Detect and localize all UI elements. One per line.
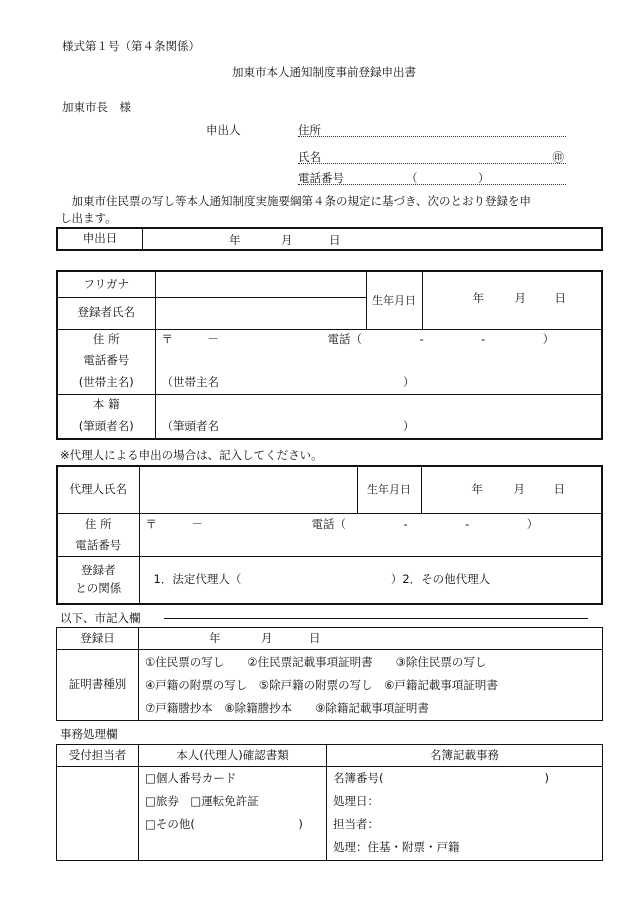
month-label: 月 (513, 482, 525, 496)
addressee: 加東市長 様 (62, 100, 131, 114)
agent-table (56, 465, 603, 605)
processing-type: 処理：住基・附票・戸籍 (333, 840, 460, 854)
year-label: 年 (472, 291, 484, 305)
head-of-family-label: (筆頭者名) (57, 416, 155, 439)
postal-mark: 〒 － (161, 331, 219, 346)
id-option-mynumber[interactable]: □個人番号カード (145, 771, 237, 785)
applicant-phone-label: 電話番号 (298, 171, 344, 185)
office-section-heading: 事務処理欄 (60, 727, 118, 741)
certificate-type-label: 証明書種別 (57, 650, 139, 721)
form-number: 様式第１号（第４条関係） (62, 39, 200, 53)
staff-in-charge: 担当者： (333, 817, 379, 831)
registrant-address-field[interactable] (155, 329, 602, 350)
id-option-passport-license[interactable]: □旅券 □運転免許証 (145, 794, 259, 808)
registration-date-field[interactable] (139, 628, 603, 650)
registration-date-label: 登録日 (57, 628, 139, 650)
registrant-name-field[interactable] (155, 297, 366, 329)
registrant-name-label: 登録者氏名 (57, 297, 155, 329)
relation-label-line-1: 登録者 (81, 563, 116, 578)
agent-address-field[interactable] (139, 513, 602, 536)
agent-birth-label: 生年月日 (357, 466, 421, 513)
city-section-heading: 以下、市記入欄 (60, 611, 141, 625)
year-label: 年 (471, 482, 483, 496)
household-field[interactable]: （世帯主名 ） (155, 371, 602, 394)
month-label: 月 (514, 291, 526, 305)
furigana-label: フリガナ (57, 271, 155, 297)
household-label: (世帯主名) (57, 371, 155, 394)
day-label: 日 (309, 631, 321, 645)
registrant-phone-label: 電話番号 (57, 350, 155, 371)
year-label: 年 (209, 631, 221, 645)
applicant-address-label: 住所 (298, 123, 321, 137)
agent-name-field[interactable] (139, 466, 357, 513)
application-date-label: 申出日 (57, 228, 143, 250)
relation-label (57, 557, 139, 604)
month-label: 月 (281, 233, 293, 247)
applicant-phone-field[interactable] (298, 170, 566, 185)
registrant-table (56, 270, 603, 440)
agent-phone-label: 電話番号 (57, 536, 139, 557)
certificate-row-2: ④戸籍の附票の写し ⑤除戸籍の附票の写し ⑥戸籍記載事項証明書 (145, 677, 498, 692)
registrant-birth-field[interactable] (422, 271, 602, 329)
year-label: 年 (229, 233, 241, 247)
postal-mark: 〒 － (145, 516, 203, 531)
city-section-divider (164, 618, 588, 619)
relation-field[interactable]: 1．法定代理人（ ）2．その他代理人 (139, 557, 602, 604)
certificate-type-options[interactable] (139, 650, 603, 721)
seal-mark: ㊞ (552, 150, 564, 164)
agent-name-label: 代理人氏名 (57, 466, 139, 513)
day-label: 日 (329, 233, 341, 247)
receptionist-field[interactable] (57, 767, 139, 861)
register-work-header: 名簿記載事務 (327, 745, 603, 767)
agent-address-label: 住 所 (57, 513, 139, 536)
head-of-family-field[interactable]: （筆頭者名 ） (155, 416, 602, 439)
registrant-phone-text: 電話（ - - ） (327, 331, 555, 346)
id-document-header: 本人(代理人)確認書類 (139, 745, 327, 767)
receptionist-header: 受付担当者 (57, 745, 139, 767)
honseki-label: 本 籍 (57, 395, 155, 416)
agent-birth-field[interactable] (421, 466, 602, 513)
furigana-field[interactable] (155, 271, 366, 297)
agent-phone-text: 電話（ - - ） (311, 516, 539, 531)
certificate-row-1: ①住民票の写し ②住民票記載事項証明書 ③除住民票の写し (145, 654, 487, 669)
phone-paren-close: ） (478, 171, 490, 185)
applicant-label: 申出人 (206, 123, 241, 137)
registrant-address-field-2[interactable] (155, 350, 602, 371)
register-number: 名簿番号( ) (333, 771, 549, 785)
id-option-other[interactable]: □その他( ) (145, 817, 303, 831)
id-document-options[interactable] (139, 767, 327, 861)
agent-note: ※代理人による申出の場合は、記入してください。 (60, 448, 323, 462)
relation-label-line-2: との関係 (75, 581, 122, 596)
month-label: 月 (261, 631, 273, 645)
registrant-address-label: 住 所 (57, 329, 155, 350)
registrant-birth-label: 生年月日 (366, 271, 422, 329)
processing-date: 処理日： (333, 794, 379, 808)
honseki-field[interactable] (155, 395, 602, 416)
application-date-field[interactable] (143, 228, 603, 250)
intro-text-line-2: し出ます。 (60, 211, 117, 225)
agent-phone-field[interactable] (139, 536, 602, 557)
form-title: 加東市本人通知制度事前登録申出書 (232, 65, 416, 79)
applicant-name-field[interactable] (298, 149, 566, 164)
applicant-name-label: 氏名 (298, 150, 321, 164)
day-label: 日 (553, 482, 565, 496)
intro-text-line-1: 加東市住民票の写し等本人通知制度実施要綱第４条の規定に基づき、次のとおり登録を申 (60, 194, 532, 208)
city-table (56, 627, 603, 721)
application-date-table (56, 227, 603, 251)
office-table (56, 744, 603, 861)
day-label: 日 (554, 291, 566, 305)
certificate-row-3: ⑦戸籍謄抄本 ⑧除籍謄抄本 ⑨除籍記載事項証明書 (145, 700, 429, 715)
applicant-address-field[interactable] (298, 122, 566, 137)
phone-paren-open: （ (406, 171, 418, 185)
register-work-field[interactable] (327, 767, 603, 861)
